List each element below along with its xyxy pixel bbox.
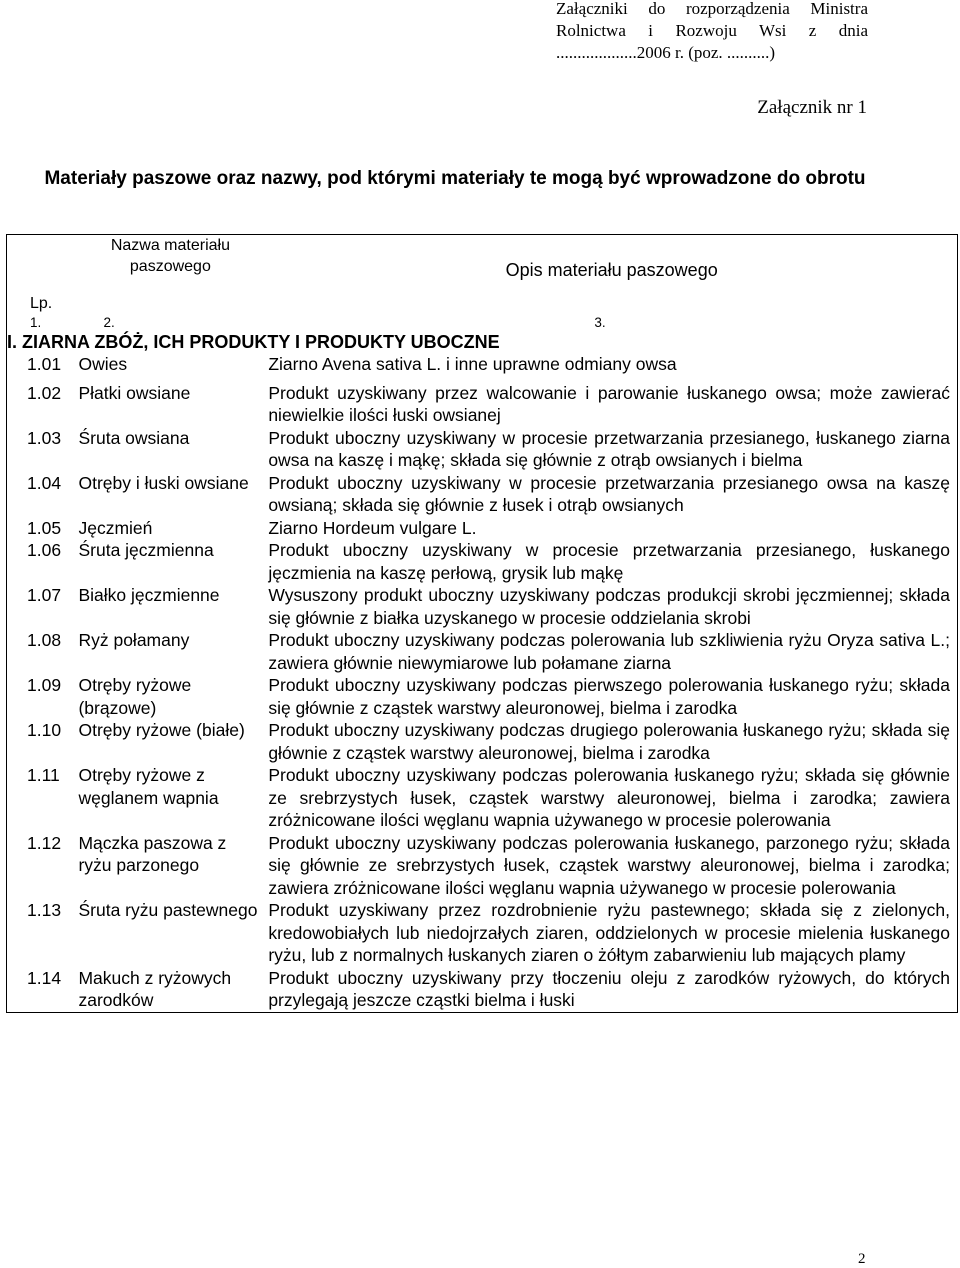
- row-description: Produkt uboczny uzyskiwany w procesie przetwarzania przesianego, łuskanego ziarna owsa na kaszę i mąkę; składa się głównie z otrąb owsianych i bielma: [264, 427, 957, 472]
- row-description: Ziarno Hordeum vulgare L.: [264, 517, 957, 540]
- row-material-name: Jęczmień: [78, 517, 153, 538]
- table-row: [7, 764, 958, 832]
- table-row: [7, 427, 958, 472]
- row-description: Produkt uboczny uzyskiwany podczas drugiego polerowania łuskanego ryżu; składa się głównie z cząstek warstwy aleuronowej, bielma i zarodka: [264, 719, 957, 764]
- row-lp: 1.02: [7, 382, 75, 427]
- col-number-2: 2.: [103, 315, 115, 330]
- header-name-text: Nazwa materiału paszowego: [110, 237, 230, 275]
- materials-table: [6, 234, 958, 1013]
- section-row: [7, 331, 958, 353]
- table-header-row: [7, 235, 958, 316]
- table-row: [7, 899, 958, 967]
- row-lp: 1.01: [7, 353, 75, 382]
- row-description: Produkt uboczny uzyskiwany podczas polerowania lub szkliwienia ryżu Oryza sativa L.; zawiera głównie niewymiarowe lub połamane ziarna: [264, 629, 957, 674]
- col-number-1: 1.: [7, 315, 75, 331]
- row-description: Produkt uboczny uzyskiwany w procesie przetwarzania przesianego, łuskanego jęczmienia na kaszę perłową, grysik lub mąkę: [264, 539, 957, 584]
- row-lp: 1.10: [7, 719, 75, 764]
- table-row: [7, 353, 958, 382]
- row-description: Produkt uboczny uzyskiwany przy tłoczeniu oleju z zarodków ryżowych, do których przylegają jeszcze cząstki bielma i łuski: [264, 967, 957, 1013]
- table-row: [7, 472, 958, 517]
- table-row: [7, 517, 958, 540]
- row-lp: 1.14: [7, 967, 75, 1013]
- col-number-3: 3.: [264, 315, 957, 331]
- row-description: Produkt uboczny uzyskiwany podczas pierwszego polerowania łuskanego ryżu; składa się głównie z cząstek warstwy aleuronowej, bielma i zarodka: [264, 674, 957, 719]
- page-number: 2: [858, 1251, 866, 1267]
- row-material-name: Białko jęczmienne: [78, 585, 220, 605]
- row-lp: 1.04: [7, 472, 75, 517]
- table-row: [7, 584, 958, 629]
- header-line-2: Rolnictwa i Rozwoju Wsi z dnia: [556, 21, 868, 40]
- row-description: Produkt uboczny uzyskiwany podczas polerowania łuskanego ryżu; składa się głównie ze srebrzystych łusek, cząstek warstwy aleuronowej, bielma i zarodka; zawiera zróżnicowane ilości węglanu wapnia używanego w procesie polerowania: [264, 764, 957, 832]
- row-lp: 1.03: [7, 427, 75, 472]
- column-number-row: [7, 315, 958, 331]
- header-desc: Opis materiału paszowego: [264, 235, 957, 316]
- row-description: Produkt uboczny uzyskiwany podczas polerowania łuskanego, parzonego ryżu; składa się głównie ze srebrzystych łusek, cząstek warstwy aleuronowej, bielma i zarodka; zawiera zróżnicowane ilości węglanu wapnia używanego w procesie polerowania: [264, 832, 957, 900]
- row-description: Produkt uboczny uzyskiwany w procesie przetwarzania przesianego owsa na kaszę owsianą; składa się głównie z łusek i otrąb owsianych: [264, 472, 957, 517]
- row-material-name: Owies: [78, 354, 128, 374]
- table-row: [7, 719, 958, 764]
- row-lp: 1.05: [7, 517, 75, 540]
- row-material-name: Ryż połamany: [78, 630, 190, 650]
- table-row: [7, 629, 958, 674]
- page-title: Materiały paszowe oraz nazwy, pod którymi materiały te mogą być wprowadzone do obrotu: [44, 168, 866, 189]
- row-material-name: Mączka paszowa z ryżu parzonego: [78, 832, 227, 875]
- table-row: [7, 539, 958, 584]
- row-description: Produkt uzyskiwany przez walcowanie i parowanie łuskanego owsa; może zawierać niewielkie ilości łuski owsianej: [264, 382, 957, 427]
- header-line-1: Załączniki do rozporządzenia Ministra: [556, 0, 868, 18]
- row-material-name: Otręby ryżowe (brązowe): [78, 675, 192, 718]
- row-material-name: Otręby i łuski owsiane: [78, 472, 249, 493]
- row-lp: 1.07: [7, 584, 75, 629]
- row-material-name: Śruta owsiana: [78, 427, 190, 448]
- row-lp: 1.11: [7, 764, 75, 832]
- row-description: Produkt uzyskiwany przez rozdrobnienie ryżu pastewnego; składa się z zielonych, kredowobiałych lub niedojrzałych ziaren, oddzielonych w procesie mielenia łuskanego ryżu, lub z normalnych łuskanych ziaren o żółtym zabarwieniu lub mających plamy: [264, 899, 957, 967]
- row-material-name: Śruta jęczmienna: [78, 540, 214, 560]
- row-lp: 1.13: [7, 899, 75, 967]
- header-name: [74, 235, 264, 316]
- row-description: Wysuszony produkt uboczny uzyskiwany podczas produkcji skrobi jęczmiennej; składa się głównie z białka uzyskanego w procesie oddzielania skrobi: [264, 584, 957, 629]
- row-lp: 1.12: [7, 832, 75, 900]
- row-material-name: Makuch z ryżowych zarodków: [74, 967, 264, 1013]
- row-lp: 1.08: [7, 629, 75, 674]
- table-row: [7, 382, 958, 427]
- table-row: [7, 832, 958, 900]
- table-row: [7, 967, 958, 1013]
- document-header: [556, 0, 868, 64]
- table-row: [7, 674, 958, 719]
- row-material-name: Otręby ryżowe (białe): [78, 720, 245, 740]
- header-line-3: ...................2006 r. (poz. ..........): [556, 43, 776, 62]
- row-material-name: Otręby ryżowe z węglanem wapnia: [78, 765, 219, 808]
- header-lp: Lp.: [7, 235, 75, 316]
- row-material-name: Śruta ryżu pastewnego: [78, 900, 258, 920]
- row-material-name: Płatki owsiane: [78, 382, 191, 403]
- section-title: I. ZIARNA ZBÓŻ, ICH PRODUKTY I PRODUKTY UBOCZNE: [7, 331, 958, 353]
- row-description: Ziarno Avena sativa L. i inne uprawne odmiany owsa: [264, 353, 957, 382]
- annex-label: Załącznik nr 1: [757, 97, 867, 118]
- row-lp: 1.06: [7, 539, 75, 584]
- row-lp: 1.09: [7, 674, 75, 719]
